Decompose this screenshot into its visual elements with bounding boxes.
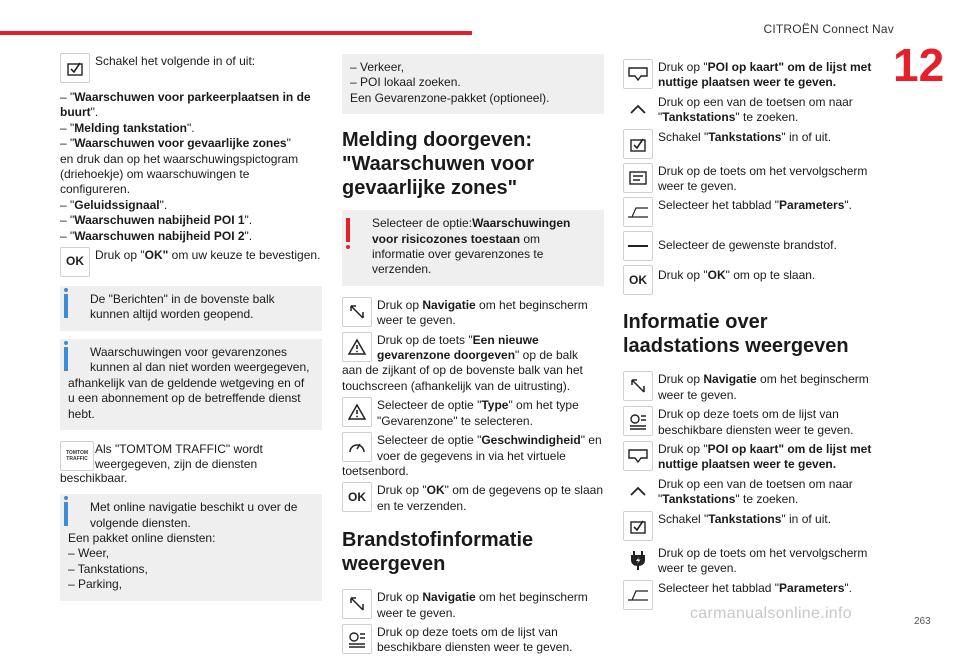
step-row (623, 56, 885, 91)
step-text: Schakel "Tankstations" in of uit. (658, 511, 832, 526)
step-text: Selecteer de optie "Geschwindigheid" en voer de gegevens in via het virtuele (377, 433, 602, 463)
header-brand: CITROËN Connect Nav (763, 22, 894, 36)
step-text: Druk op de toets om het vervolgscherm weer te geven. (658, 545, 868, 576)
list-item: – "Waarschuwen nabijheid POI 2". (60, 228, 253, 243)
step-text: Druk op "OK" om uw keuze te bevestigen. (95, 248, 321, 263)
step-text: Als "TOMTOM TRAFFIC" wordt weergegeven, zijn de diensten (95, 441, 263, 472)
step-text: Schakel "Tankstations" in of uit. (658, 129, 832, 144)
fuel-selector-icon (623, 231, 653, 261)
section-heading: Informatie over laadstations weergeven (623, 311, 849, 358)
step-text: Druk op "OK" om op te slaan. (658, 268, 816, 283)
chevron-up-icon (623, 94, 653, 124)
step-row (623, 403, 885, 438)
tomtom-traffic-logo: TOMTOM TRAFFIC (60, 441, 94, 471)
ok-button-icon: OK (60, 247, 90, 277)
step-row (342, 329, 604, 364)
checkbox-list-icon (623, 129, 653, 159)
info-note: Waarschuwingen voor gevarenzones kunnen al dan niet worden weergegeven, afhankelijk van de geldende wetgeving en of u een abonnement op de betreffende dienst hebt. (60, 339, 322, 430)
info-note: Met online navigatie beschikt u over de volgende diensten. Een pakket online diensten: – Weer, – Tankstations, – Parking, (60, 494, 322, 600)
warning-note: Selecteer de optie:Waarschuwingen voor risicozones toestaan om informatie over gevarenzones te verzenden. (342, 210, 604, 286)
step-row (60, 50, 322, 84)
services-list-icon (623, 406, 653, 436)
column-3 (623, 56, 885, 611)
paragraph: aan de zijkant of op de bovenste balk van het touchscreen (afhankelijk van de uitrusting). (342, 363, 583, 393)
watermark: carmanualsonline.info (690, 605, 852, 622)
paragraph: toetsenbord. (342, 463, 409, 478)
poi-map-icon (623, 441, 653, 471)
step-row (342, 394, 604, 429)
page-number: 263 (914, 616, 931, 627)
warning-icon (346, 218, 350, 242)
list-item: – "Waarschuwen voor gevaarlijke zones" (60, 136, 291, 151)
column-1 (60, 50, 322, 609)
list-item: – "Geluidssignaal". (60, 197, 168, 212)
step-text: Schakel het volgende in of uit: (95, 54, 256, 68)
checkbox-list-icon (623, 511, 653, 541)
info-note-continued: – Verkeer, – POI lokaal zoeken. Een Gevarenzone-pakket (optioneel). (342, 54, 604, 114)
info-icon (64, 502, 68, 526)
step-row (342, 621, 604, 656)
list-item: – "Melding tankstation". (60, 120, 195, 135)
checkbox-list-icon (60, 53, 90, 83)
info-icon (64, 347, 68, 371)
step-text: Druk op "OK" om de gegevens op te slaan en te verzenden. (377, 483, 603, 513)
step-row (342, 586, 604, 621)
step-row (623, 368, 885, 403)
step-row (60, 438, 322, 473)
step-text: Druk op Navigatie om het beginscherm weer te geven. (377, 297, 588, 328)
step-row (623, 438, 885, 473)
warning-triangle-icon (342, 332, 372, 362)
charging-plug-icon (623, 545, 653, 575)
step-row (623, 262, 885, 296)
warning-triangle-icon (342, 397, 372, 427)
step-text: Druk op de toets "Een nieuwe gevarenzone doorgeven" op de balk (377, 332, 579, 363)
section-heading: Melding doorgeven: "Waarschuwen voor gevaarlijke zones" (342, 129, 535, 200)
list-item: – "Waarschuwen voor parkeerplaatsen in de buurt". (60, 90, 311, 120)
step-text: Druk op deze toets om de lijst van beschikbare diensten weer te geven. (658, 407, 854, 437)
navigation-arrow-icon (342, 297, 372, 327)
paragraph: en druk dan op het waarschuwingspictogram (driehoekje) om waarschuwingen te configureren. (60, 151, 299, 197)
step-row (623, 542, 885, 577)
step-row (342, 429, 604, 464)
step-row (623, 508, 885, 542)
step-text: Druk op Navigatie om het beginscherm weer te geven. (658, 372, 869, 402)
parameters-tab-icon (623, 580, 653, 610)
step-row (623, 473, 885, 508)
step-row (60, 244, 322, 278)
navigation-arrow-icon (342, 589, 372, 619)
column-2 (342, 54, 604, 656)
ok-button-icon: OK (342, 482, 372, 512)
step-text: Druk op "POI op kaart" om de lijst met nuttige plaatsen weer te geven. (658, 442, 872, 472)
list-item: – "Waarschuwen nabijheid POI 1". (60, 213, 253, 228)
step-row (623, 194, 885, 228)
header-accent-bar (0, 31, 472, 35)
paragraph: beschikbaar. (60, 470, 128, 485)
section-heading: Brandstofinformatie weergeven (342, 529, 534, 576)
step-text: Druk op de toets om het vervolgscherm weer te geven. (658, 163, 868, 194)
step-row (623, 577, 885, 611)
step-row (342, 294, 604, 329)
step-row (623, 228, 885, 262)
step-row (623, 91, 885, 126)
step-text: Druk op een van de toetsen om naar "Tankstations" te zoeken. (658, 476, 853, 507)
step-row (623, 126, 885, 160)
speedometer-icon (342, 432, 372, 462)
services-list-icon (342, 624, 372, 654)
step-row (623, 160, 885, 195)
step-text: Selecteer de optie "Type" om het type "Gevarenzone" te selecteren. (377, 398, 579, 428)
chevron-up-icon (623, 476, 653, 506)
step-text: Druk op Navigatie om het beginscherm weer te geven. (377, 590, 588, 620)
step-text: Selecteer de gewenste brandstof. (658, 238, 837, 253)
next-screen-icon (623, 163, 653, 193)
step-text: Druk op een van de toetsen om naar "Tankstations" te zoeken. (658, 94, 853, 125)
info-icon (64, 294, 68, 318)
step-row (342, 479, 604, 514)
step-text: Druk op deze toets om de lijst van beschikbare diensten weer te geven. (377, 624, 573, 655)
parameters-tab-icon (623, 197, 653, 227)
info-note: De "Berichten" in de bovenste balk kunnen altijd worden geopend. (60, 286, 322, 331)
navigation-arrow-icon (623, 371, 653, 401)
step-text: Druk op "POI op kaart" om de lijst met nuttige plaatsen weer te geven. (658, 60, 872, 90)
step-text: Selecteer het tabblad "Parameters". (658, 198, 852, 213)
step-text: Selecteer het tabblad "Parameters". (658, 580, 852, 595)
ok-button-icon: OK (623, 265, 653, 295)
chapter-number: 12 (893, 39, 945, 91)
poi-map-icon (623, 59, 653, 89)
